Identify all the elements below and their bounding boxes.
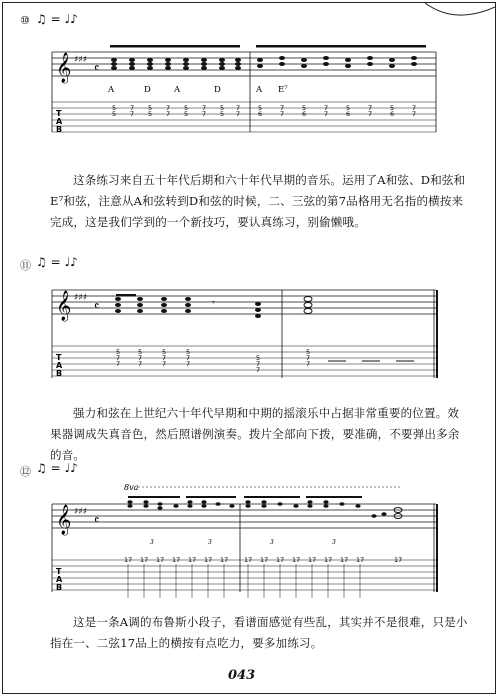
page-number: 043	[228, 668, 256, 683]
svg-text:7: 7	[280, 104, 285, 112]
chord-label-e7: E⁷	[278, 85, 288, 95]
svg-text:17: 17	[324, 556, 333, 564]
svg-text:7: 7	[162, 360, 167, 368]
svg-text:A: A	[56, 117, 63, 126]
svg-text:17: 17	[204, 556, 213, 564]
treble-clef-icon: 𝄞	[56, 505, 72, 535]
svg-text:7: 7	[306, 360, 311, 368]
svg-text:7: 7	[186, 354, 191, 362]
example-number: ⑩	[20, 14, 30, 27]
svg-text:7: 7	[412, 104, 417, 112]
svg-text:7: 7	[324, 104, 329, 112]
svg-text:17: 17	[172, 556, 181, 564]
score-example-10	[0, 40, 500, 140]
svg-text:A: A	[56, 361, 63, 370]
svg-text:5: 5	[138, 348, 143, 356]
staff-lines	[52, 290, 437, 378]
svg-text:𝄾: 𝄾	[212, 298, 215, 309]
chord-label-a1: A	[108, 85, 115, 95]
svg-text:17: 17	[140, 556, 149, 564]
key-signature-icon: ♯♯♯	[74, 55, 88, 65]
svg-text:17: 17	[244, 556, 253, 564]
corner-ornament	[415, 3, 495, 21]
swing-rhythm-indication: ♫ = ♩♪	[36, 255, 78, 269]
svg-text:7: 7	[202, 104, 207, 112]
svg-text:3: 3	[208, 539, 212, 546]
tab-clef-icon: T	[56, 353, 62, 362]
svg-text:5: 5	[256, 354, 261, 362]
svg-text:17: 17	[292, 556, 301, 564]
svg-text:5: 5	[112, 104, 117, 112]
svg-text:7: 7	[368, 110, 373, 118]
svg-text:17: 17	[188, 556, 197, 564]
svg-text:5: 5	[346, 104, 351, 112]
svg-text:5: 5	[186, 348, 191, 356]
staff-lines	[52, 504, 437, 592]
svg-text:7: 7	[116, 354, 121, 362]
svg-text:5: 5	[112, 110, 117, 118]
svg-text:7: 7	[186, 360, 191, 368]
svg-text:7: 7	[202, 110, 207, 118]
svg-text:6: 6	[346, 110, 351, 118]
svg-text:A: A	[56, 575, 63, 584]
example-number: ⑫	[20, 465, 31, 478]
triplet-notes	[127, 496, 402, 519]
svg-text:17: 17	[220, 556, 229, 564]
tab-staff	[52, 560, 436, 590]
tab-fret-numbers	[112, 104, 416, 118]
svg-text:7: 7	[256, 360, 261, 368]
chord-labels	[107, 85, 288, 95]
swing-rhythm-indication: ♫ = ♩♪	[36, 12, 78, 26]
svg-text:5: 5	[220, 104, 225, 112]
swing-rhythm-indication: ♫ = ♩♪	[36, 461, 78, 475]
svg-text:5: 5	[306, 348, 311, 356]
chord-label-a3: A	[256, 85, 263, 95]
triplet-markers	[150, 539, 336, 546]
score-example-12	[0, 480, 500, 600]
svg-text:17: 17	[394, 556, 403, 564]
svg-text:7: 7	[130, 104, 135, 112]
treble-clef-icon: 𝄞	[56, 53, 72, 83]
svg-text:3: 3	[332, 539, 336, 546]
svg-text:17: 17	[260, 556, 269, 564]
svg-text:5: 5	[116, 348, 121, 356]
svg-text:7: 7	[412, 110, 417, 118]
svg-text:5: 5	[162, 348, 167, 356]
common-time-icon: 𝄴	[94, 61, 100, 75]
svg-text:7: 7	[166, 110, 171, 118]
svg-text:7: 7	[256, 366, 261, 374]
svg-text:7: 7	[306, 354, 311, 362]
chord-label-d2: D	[214, 85, 221, 95]
svg-text:7: 7	[236, 104, 241, 112]
key-signature-icon: ♯♯♯	[74, 507, 88, 517]
chord-label-a2: A	[174, 85, 181, 95]
svg-text:7: 7	[162, 354, 167, 362]
svg-text:7: 7	[236, 110, 241, 118]
svg-text:5: 5	[148, 104, 153, 112]
treble-clef-icon: 𝄞	[56, 291, 72, 321]
svg-text:5: 5	[184, 104, 189, 112]
svg-text:7: 7	[138, 360, 143, 368]
svg-text:3: 3	[150, 539, 154, 546]
svg-text:7: 7	[116, 360, 121, 368]
svg-text:5: 5	[390, 104, 395, 112]
svg-text:7: 7	[368, 104, 373, 112]
svg-text:6: 6	[390, 110, 395, 118]
common-time-icon: 𝄴	[94, 513, 100, 527]
svg-text:5: 5	[184, 110, 189, 118]
svg-text:17: 17	[340, 556, 349, 564]
svg-text:B: B	[56, 125, 63, 134]
svg-text:7: 7	[138, 354, 143, 362]
example-12-description: 这是一条A调的布鲁斯小段子，看谱面感觉有些乱，其实并不是很难，只是小指在一、二弦17品上的横按有点吃力，要多加练习。	[50, 615, 468, 650]
svg-text:7: 7	[130, 110, 135, 118]
svg-text:17: 17	[308, 556, 317, 564]
svg-text:6: 6	[258, 110, 263, 118]
example-number: ⑪	[20, 259, 31, 272]
svg-text:17: 17	[356, 556, 365, 564]
svg-text:7: 7	[324, 110, 329, 118]
svg-text:5: 5	[148, 110, 153, 118]
svg-text:17: 17	[124, 556, 133, 564]
common-time-icon: 𝄴	[94, 299, 100, 313]
svg-text:5: 5	[302, 104, 307, 112]
svg-text:7: 7	[166, 104, 171, 112]
beamed-chords	[110, 45, 426, 70]
svg-text:B: B	[56, 583, 63, 592]
example-10-description: 这条练习来自五十年代后期和六十年代早期的音乐。运用了A和弦、D和弦和E⁷和弦，注意从A和弦转到D和弦的时候，二、三弦的第7品格用无名指的横按来完成，这是我们学到的一个新技巧，要认真练习，别偷懒哦。	[50, 173, 466, 229]
chord-label-d1: D	[144, 85, 151, 95]
svg-text:17: 17	[276, 556, 285, 564]
example-11-description: 强力和弦在上世纪六十年代早期和中期的摇滚乐中占据非常重要的位置。效果器调成失真音色，然后照谱例演奏。拨片全部向下拨，要准确，不要弹出多余的音。	[50, 406, 460, 462]
tab-staff	[52, 102, 436, 132]
tab-clef-icon: T	[56, 109, 62, 118]
tab-clef-icon: T	[56, 567, 62, 576]
svg-text:5: 5	[258, 104, 263, 112]
key-signature-icon: ♯♯♯	[74, 293, 88, 303]
svg-text:3: 3	[270, 539, 274, 546]
svg-text:6: 6	[302, 110, 307, 118]
tab-stems	[128, 564, 360, 598]
svg-text:5: 5	[220, 110, 225, 118]
score-example-11	[0, 286, 500, 386]
ottava-marking: 8va	[124, 483, 139, 492]
svg-text:B: B	[56, 369, 63, 378]
svg-text:7: 7	[280, 110, 285, 118]
svg-text:17: 17	[156, 556, 165, 564]
